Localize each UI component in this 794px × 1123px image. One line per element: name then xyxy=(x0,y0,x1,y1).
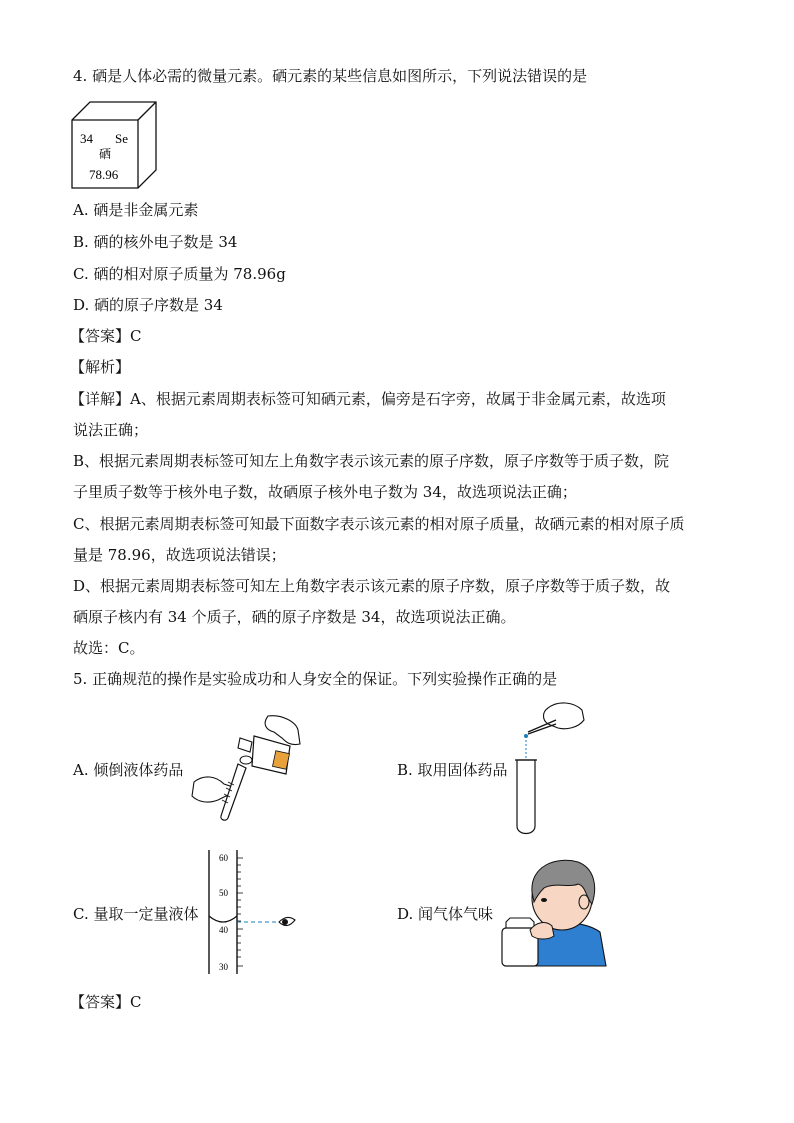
q4-detail-line: 【详解】A、根据元素周期表标签可知硒元素，偏旁是石字旁，故属于非金属元素，故选项 xyxy=(70,390,666,408)
q4-detail-line: C、根据元素周期表标签可知最下面数字表示该元素的相对原子质量，故硒元素的相对原子质 xyxy=(73,515,685,533)
cylinder-tick-label: 30 xyxy=(219,962,228,972)
q5-option-a: A. 倾倒液体药品 xyxy=(73,761,184,779)
q5-answer: 【答案】C xyxy=(70,993,142,1011)
q5-option-b: B. 取用固体药品 xyxy=(397,761,508,779)
q4-detail-line: 硒原子核内有 34 个质子，硒的原子序数是 34，故选项说法正确。 xyxy=(73,608,516,626)
q4-option-b: B. 硒的核外电子数是 34 xyxy=(73,233,238,251)
element-symbol: Se xyxy=(115,131,128,146)
q4-analysis-label: 【解析】 xyxy=(70,358,131,376)
measuring-cylinder-figure xyxy=(205,846,305,978)
q4-stem: 4. 硒是人体必需的微量元素。硒元素的某些信息如图所示，下列说法错误的是 xyxy=(73,67,588,85)
q4-detail-line: B、根据元素周期表标签可知左上角数字表示该元素的原子序数，原子序数等于质子数，院 xyxy=(73,452,670,470)
q4-option-d: D. 硒的原子序数是 34 xyxy=(73,296,223,314)
q4-detail-line: 说法正确； xyxy=(73,421,149,439)
q4-detail-line: 故选：C。 xyxy=(73,639,145,657)
pouring-liquid-figure xyxy=(190,712,305,824)
cylinder-tick-label: 60 xyxy=(219,853,228,863)
q4-option-c: C. 硒的相对原子质量为 78.96g xyxy=(73,265,286,283)
q5-stem: 5. 正确规范的操作是实验成功和人身安全的保证。下列实验操作正确的是 xyxy=(73,670,558,688)
smelling-gas-figure xyxy=(500,856,608,968)
cylinder-tick-label: 40 xyxy=(219,925,228,935)
element-number: 34 xyxy=(80,131,93,146)
element-name: 硒 xyxy=(99,147,112,161)
q4-detail-line: 子里质子数等于核外电子数，故硒原子核外电子数为 34，故选项说法正确； xyxy=(73,483,577,501)
q4-detail-line: 量是 78.96，故选项说法错误； xyxy=(73,546,286,564)
element-mass: 78.96 xyxy=(89,167,119,182)
q5-option-d: D. 闻气体气味 xyxy=(397,905,494,923)
q4-detail-line: D、根据元素周期表标签可知左上角数字表示该元素的原子序数，原子序数等于质子数，故 xyxy=(73,577,671,595)
q4-option-a: A. 硒是非金属元素 xyxy=(73,201,199,219)
cylinder-tick-label: 50 xyxy=(219,888,228,898)
q5-option-c: C. 量取一定量液体 xyxy=(73,905,199,923)
solid-reagent-figure xyxy=(508,698,588,838)
q4-answer: 【答案】C xyxy=(70,327,142,345)
element-card-figure xyxy=(70,100,158,190)
